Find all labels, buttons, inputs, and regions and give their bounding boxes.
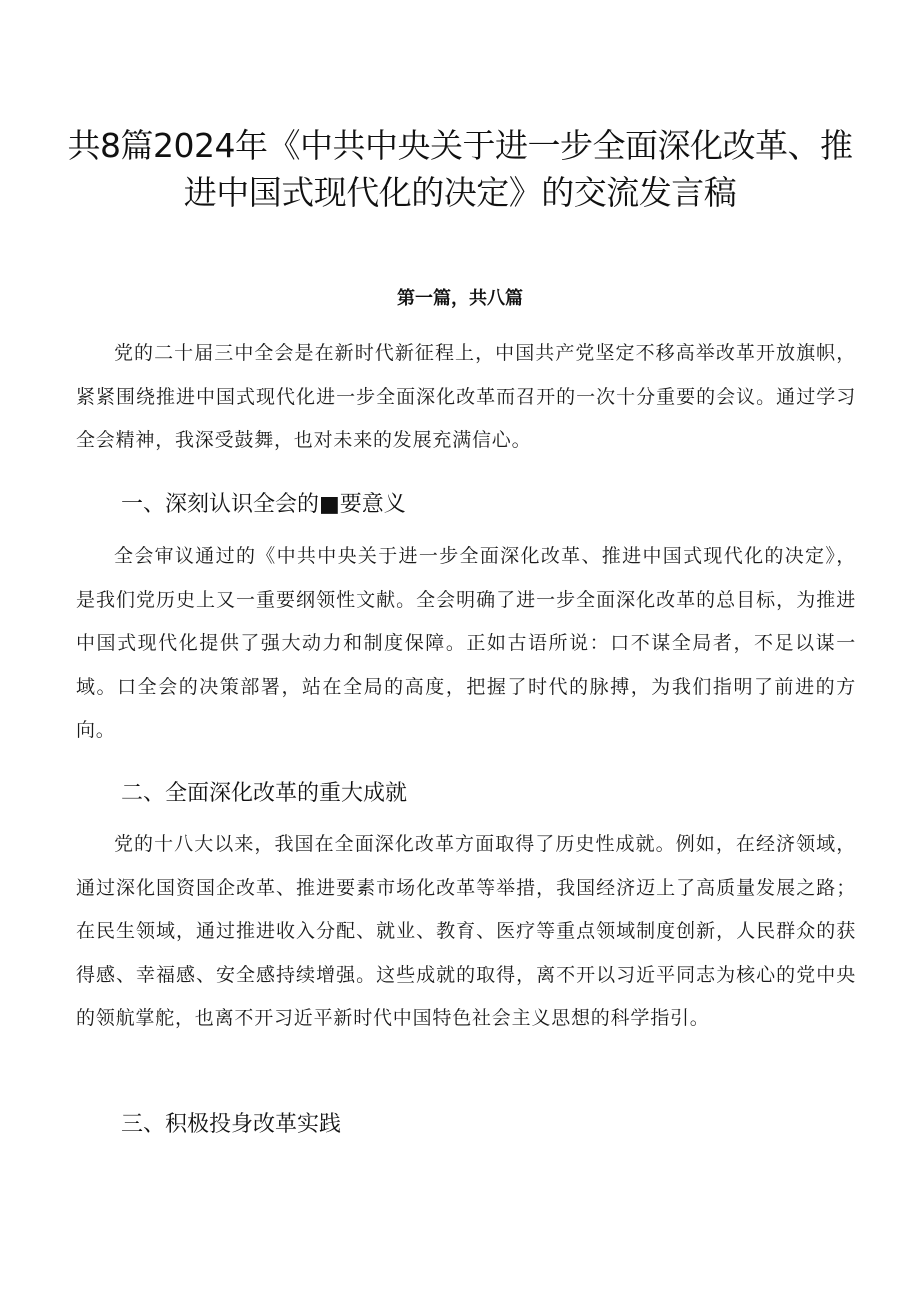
section-1-heading: 一、深刻认识全会的■要意义 bbox=[121, 492, 406, 517]
section-2-paragraph: 党的十八大以来，我国在全面深化改革方面取得了历史性成就。例如，在经济领域，通过深化国资国企改革、推进要素市场化改革等举措，我国经济迈上了高质量发展之路；在民生领域，通过推进收入分配、就业、教育、医疗等重点领域制度创新，人民群众的获得感、幸福感、安全感持续增强。这些成就的取得，离不开以习近平同志为核心的党中央的领航掌舵，也离不开习近平新时代中国特色社会主义思想的科学指引。 bbox=[76, 833, 856, 1029]
section-2-heading: 二、全面深化改革的重大成就 bbox=[121, 781, 408, 806]
section-1-paragraph: 全会审议通过的《中共中央关于进一步全面深化改革、推进中国式现代化的决定》，是我们党历史上又一重要纲领性文献。全会明确了进一步全面深化改革的总目标，为推进中国式现代化提供了强大动力和制度保障。正如古语所说：口不谋全局者，不足以谋一域。口全会的决策部署，站在全局的高度，把握了时代的脉搏，为我们指明了前进的方向。 bbox=[76, 545, 856, 741]
document-subtitle: 第一篇，共八篇 bbox=[397, 288, 523, 309]
intro-paragraph: 党的二十届三中全会是在新时代新征程上，中国共产党坚定不移高举改革开放旗帜，紧紧围绕推进中国式现代化进一步全面深化改革而召开的一次十分重要的会议。通过学习全会精神，我深受鼓舞，也对未来的发展充满信心。 bbox=[76, 342, 856, 451]
document-title: 共8篇2024年《中共中央关于进一步全面深化改革、推进中国式现代化的决定》的交流发言稿 bbox=[67, 126, 853, 212]
section-3-heading: 三、积极投身改革实践 bbox=[121, 1112, 342, 1137]
